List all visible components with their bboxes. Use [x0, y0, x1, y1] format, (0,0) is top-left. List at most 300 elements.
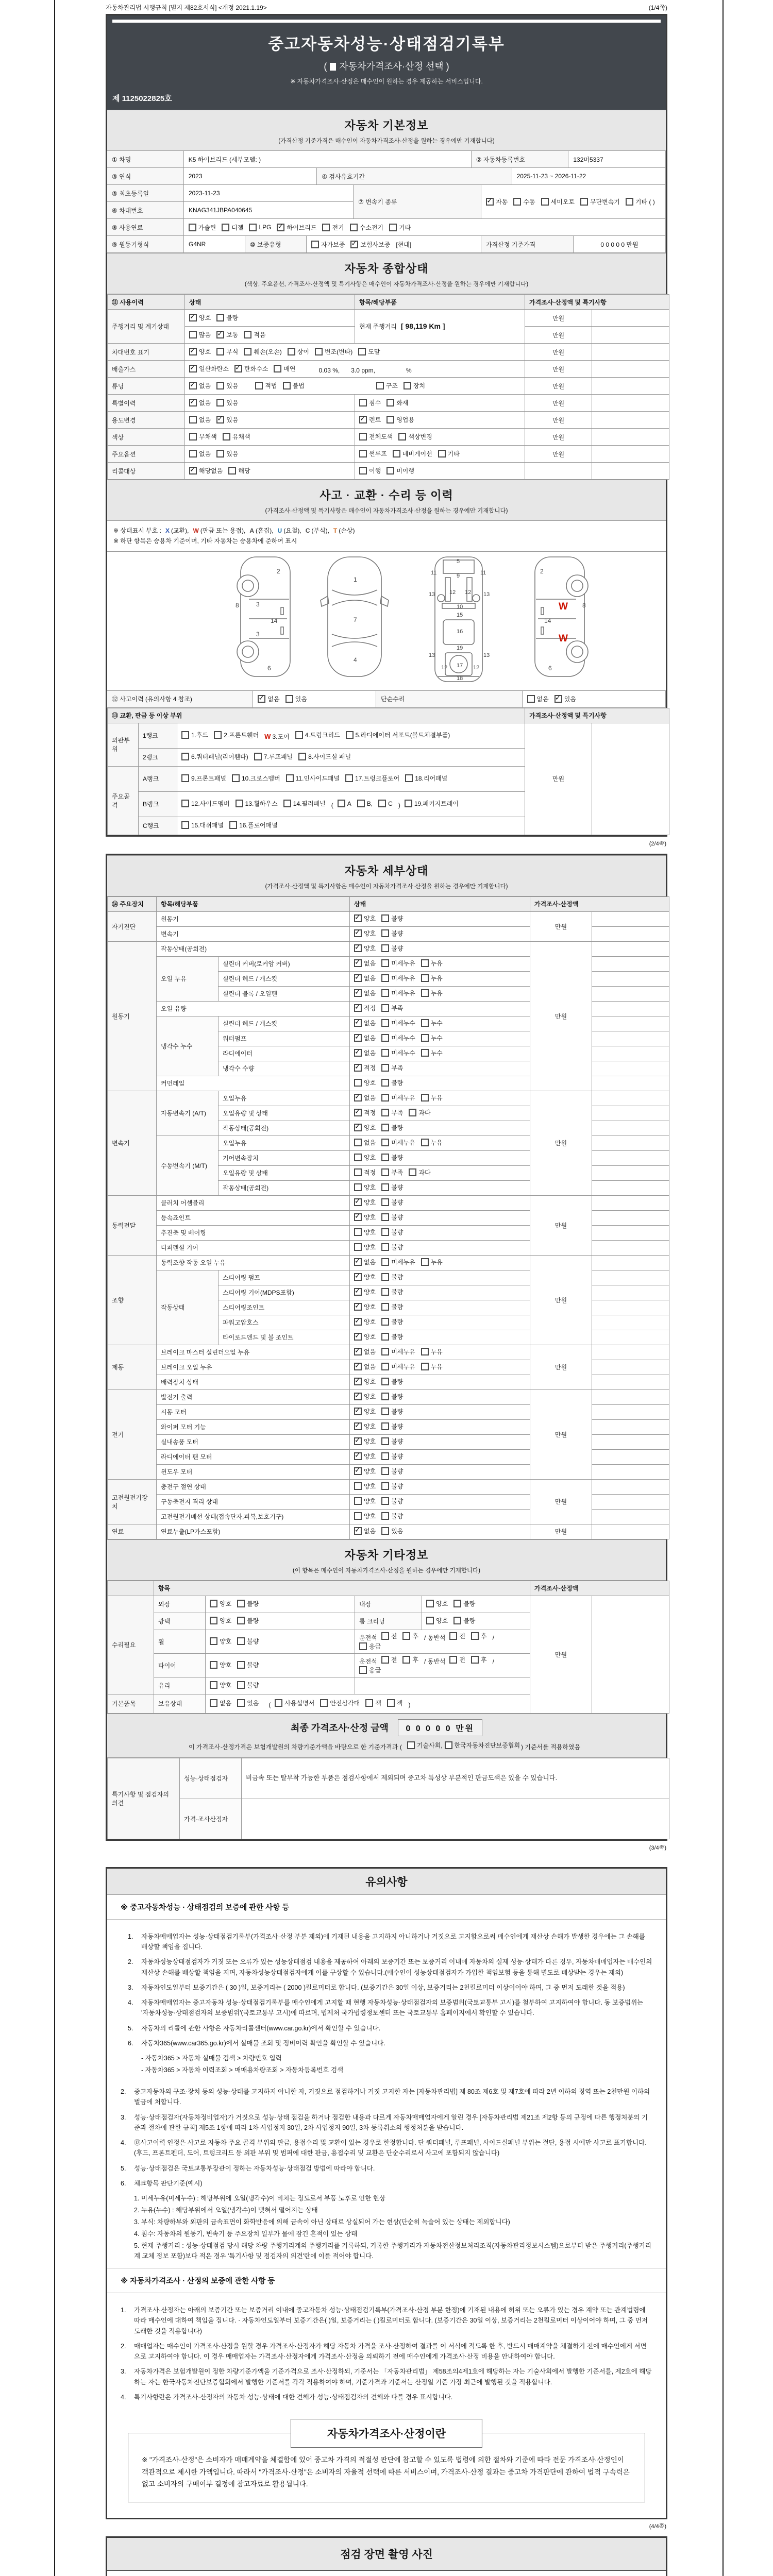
checkbox[interactable]	[354, 1139, 362, 1146]
checkbox[interactable]	[354, 1497, 362, 1505]
checkbox[interactable]	[354, 1437, 362, 1445]
checkbox[interactable]	[255, 382, 263, 389]
device-state	[350, 971, 530, 986]
checkbox[interactable]	[232, 774, 240, 782]
checkbox[interactable]	[393, 450, 400, 457]
checkbox-item	[189, 381, 211, 390]
checkbox-item	[386, 398, 408, 407]
checkbox[interactable]	[381, 1333, 389, 1341]
checkbox[interactable]	[237, 1661, 245, 1669]
checkbox[interactable]	[381, 1422, 389, 1430]
checkbox-label: 양호	[364, 1378, 376, 1386]
checkbox[interactable]	[381, 914, 389, 922]
notice-item	[128, 1997, 652, 2019]
checkbox-label: 양호	[364, 1423, 376, 1431]
checkbox[interactable]	[421, 959, 429, 967]
year-value: 2023	[183, 167, 317, 185]
checkbox[interactable]	[381, 1527, 389, 1535]
checkbox[interactable]	[453, 1600, 461, 1607]
checkbox-label: 불량	[391, 1408, 404, 1416]
checkbox[interactable]	[354, 944, 362, 952]
checkbox[interactable]	[359, 399, 367, 406]
checkbox[interactable]	[229, 821, 237, 829]
checkbox[interactable]	[381, 1019, 389, 1027]
checkbox[interactable]	[181, 753, 189, 760]
checkbox[interactable]	[438, 450, 446, 457]
checkbox[interactable]	[449, 1632, 457, 1640]
checkbox[interactable]	[626, 198, 633, 206]
checkbox[interactable]	[350, 241, 358, 248]
checkbox[interactable]	[216, 314, 224, 321]
checkbox-label: 양호	[220, 1600, 232, 1608]
checkbox[interactable]	[350, 224, 358, 231]
device-item: 윈도우 모터	[157, 1464, 350, 1479]
checkbox-item	[181, 774, 226, 783]
checkbox[interactable]	[181, 774, 189, 782]
checkbox[interactable]	[354, 914, 362, 922]
checkbox[interactable]	[354, 1183, 362, 1191]
checkbox[interactable]	[322, 224, 330, 231]
checkbox[interactable]	[421, 989, 429, 997]
checkbox[interactable]	[354, 1527, 362, 1535]
checkbox-label: 누유	[430, 1348, 443, 1356]
checkbox[interactable]	[381, 1348, 389, 1355]
checkbox-label: 불량	[391, 1154, 404, 1162]
checkbox[interactable]	[354, 1378, 362, 1385]
checkbox[interactable]	[421, 1019, 429, 1027]
checkbox-label: 미세누유	[391, 1348, 415, 1356]
checkbox[interactable]	[216, 382, 224, 389]
checkbox[interactable]	[445, 1741, 452, 1749]
checkbox-item	[283, 799, 326, 808]
checkbox[interactable]	[381, 1243, 389, 1251]
checkbox[interactable]	[354, 1348, 362, 1355]
checkbox[interactable]	[283, 800, 291, 807]
state-cell	[185, 412, 355, 429]
checkbox[interactable]	[298, 753, 306, 760]
checkbox[interactable]	[421, 1034, 429, 1042]
checkbox-item	[381, 1655, 397, 1664]
checkbox[interactable]	[210, 1699, 217, 1707]
checkbox-label: 양호	[364, 1453, 376, 1461]
checkbox-item	[189, 330, 211, 339]
checkbox[interactable]	[381, 1079, 389, 1087]
checkbox[interactable]	[354, 1512, 362, 1520]
checkbox[interactable]	[426, 1617, 434, 1624]
checkbox[interactable]	[378, 800, 386, 807]
checkbox[interactable]	[386, 467, 394, 474]
checkbox[interactable]	[381, 1049, 389, 1057]
checkbox-item	[234, 364, 268, 373]
checkbox[interactable]	[354, 1034, 362, 1042]
field-label-vin: ⑥ 차대번호	[107, 201, 184, 219]
checkbox[interactable]	[354, 1079, 362, 1087]
checkbox[interactable]	[381, 1437, 389, 1445]
rank-name: B랭크	[139, 791, 177, 817]
checkbox[interactable]	[381, 1656, 389, 1664]
checkbox[interactable]	[381, 1452, 389, 1460]
checkbox[interactable]	[426, 1600, 434, 1607]
checkbox-item	[365, 1699, 381, 1707]
etc-item-label: 휠	[154, 1630, 206, 1653]
checkbox[interactable]	[359, 416, 367, 423]
checkbox[interactable]	[381, 959, 389, 967]
checkbox[interactable]	[409, 1168, 416, 1176]
checkbox-item	[381, 944, 403, 953]
checkbox[interactable]	[210, 1661, 217, 1669]
checkbox[interactable]	[258, 695, 265, 703]
checkbox[interactable]	[359, 1666, 367, 1674]
checkbox[interactable]	[381, 1288, 389, 1296]
panel-number: 13	[429, 591, 435, 598]
checkbox-item	[381, 1019, 415, 1027]
checkbox-item	[421, 1362, 443, 1371]
checkbox-item	[354, 1392, 376, 1401]
checkbox[interactable]	[315, 348, 323, 355]
checkbox[interactable]	[214, 731, 222, 739]
checkbox[interactable]	[210, 1681, 217, 1689]
checkbox[interactable]	[381, 1497, 389, 1505]
checkbox[interactable]	[354, 1228, 362, 1236]
checkbox[interactable]	[354, 1064, 362, 1072]
checkbox[interactable]	[244, 331, 251, 338]
checkbox[interactable]	[354, 1393, 362, 1400]
checkbox[interactable]	[237, 1681, 245, 1689]
checkbox-label: 양호	[364, 1214, 376, 1222]
checkbox[interactable]	[354, 1258, 362, 1266]
checkbox[interactable]	[354, 1004, 362, 1012]
checkbox[interactable]	[354, 1154, 362, 1161]
checkbox[interactable]	[223, 433, 230, 440]
checkbox[interactable]	[216, 450, 224, 457]
checkbox-item	[354, 1302, 376, 1311]
checkbox-label: 있음	[226, 399, 239, 406]
checkbox[interactable]	[189, 399, 197, 406]
checkbox[interactable]	[449, 1656, 457, 1664]
checkbox[interactable]	[354, 1408, 362, 1415]
checkbox[interactable]	[381, 1378, 389, 1385]
checkbox-label: 10.크로스멤버	[241, 775, 280, 783]
etc-item-state	[206, 1596, 355, 1613]
price-cell: 만원	[530, 1479, 592, 1524]
checkbox[interactable]	[381, 1273, 389, 1281]
checkbox[interactable]	[421, 1094, 429, 1101]
checkbox[interactable]	[365, 1699, 373, 1707]
checkbox[interactable]	[471, 1656, 479, 1664]
checkbox[interactable]	[216, 348, 224, 355]
checkbox[interactable]	[354, 1318, 362, 1326]
checkbox[interactable]	[354, 1467, 362, 1475]
checkbox[interactable]	[421, 1049, 429, 1057]
checkbox[interactable]	[381, 1154, 389, 1161]
checkbox[interactable]	[541, 198, 549, 206]
checkbox[interactable]	[274, 365, 281, 372]
checkbox-label: 장치	[413, 382, 426, 389]
first-reg-value: 2023-11-23	[183, 184, 354, 202]
checkbox[interactable]	[381, 1124, 389, 1131]
checkbox[interactable]	[381, 1318, 389, 1326]
checkbox-label: 전	[391, 1656, 397, 1664]
checkbox[interactable]	[381, 1363, 389, 1370]
checkbox[interactable]	[421, 1139, 429, 1146]
checkbox-item	[381, 1258, 415, 1266]
checkbox[interactable]	[387, 1699, 395, 1707]
device-state	[350, 1270, 530, 1285]
checkbox[interactable]	[381, 1408, 389, 1415]
device-item: 와이퍼 모터 기능	[157, 1419, 350, 1434]
checkbox[interactable]	[376, 382, 384, 389]
checkbox[interactable]	[405, 800, 412, 807]
checkbox[interactable]	[189, 450, 197, 457]
checkbox[interactable]	[359, 467, 367, 474]
notices-title: 유의사항	[107, 1869, 666, 1895]
checkbox[interactable]	[381, 1139, 389, 1146]
checkbox-label: 잭	[396, 1700, 403, 1707]
checkbox-label: 1.후드	[191, 731, 209, 739]
checkbox[interactable]	[345, 774, 353, 782]
notice-number: 2.	[121, 2088, 126, 2096]
checkbox[interactable]	[210, 1617, 217, 1624]
checkbox[interactable]	[254, 753, 262, 760]
page-marker-4: (4/4쪽)	[649, 2523, 666, 2530]
inline-text: 3.0 ppm,	[351, 366, 375, 374]
checkbox[interactable]	[283, 382, 291, 389]
checkbox[interactable]	[189, 467, 197, 474]
checkbox[interactable]	[381, 1303, 389, 1311]
checkbox[interactable]	[381, 1213, 389, 1221]
checkbox[interactable]	[311, 241, 319, 248]
notice-item	[121, 2392, 652, 2402]
checkbox[interactable]	[381, 1258, 389, 1266]
checkbox[interactable]	[580, 198, 588, 206]
row-label: 색상	[108, 429, 185, 446]
checkbox[interactable]	[381, 1168, 389, 1176]
checkbox-item	[354, 1332, 376, 1341]
checkbox[interactable]	[354, 1452, 362, 1460]
checkbox[interactable]	[354, 1273, 362, 1281]
checkbox-label: 사용설명서	[284, 1700, 315, 1707]
checkbox[interactable]	[354, 1124, 362, 1131]
checkbox-label: 안전삼각대	[330, 1700, 360, 1707]
panel-number: 9	[457, 572, 460, 579]
checkbox-item	[381, 1183, 403, 1192]
checkbox-label: 없음	[364, 1035, 376, 1042]
checkbox[interactable]	[554, 695, 562, 703]
panel-number: 1	[354, 575, 357, 583]
checkbox[interactable]	[286, 774, 294, 782]
panel-number: 5	[457, 558, 460, 565]
checkbox[interactable]	[237, 1617, 245, 1624]
checkbox[interactable]	[381, 1482, 389, 1490]
checkbox[interactable]	[354, 974, 362, 982]
checkbox[interactable]	[381, 1004, 389, 1012]
checkbox[interactable]	[277, 224, 284, 231]
checkbox[interactable]	[181, 800, 189, 807]
checkbox[interactable]	[386, 416, 394, 423]
checkbox[interactable]	[354, 1303, 362, 1311]
checkbox[interactable]	[354, 959, 362, 967]
table-row	[108, 941, 669, 956]
device-item: 냉각수 수량	[219, 1061, 350, 1076]
checkbox[interactable]	[486, 198, 494, 206]
checkbox[interactable]	[354, 1094, 362, 1101]
checkbox[interactable]	[285, 695, 293, 703]
checkbox-item	[409, 1108, 430, 1117]
checkbox[interactable]	[189, 365, 197, 372]
checkbox[interactable]	[228, 467, 236, 474]
checkbox[interactable]	[189, 314, 197, 321]
rank-items	[177, 766, 525, 791]
col-blank	[108, 1581, 154, 1596]
checkbox-label: 불량	[391, 1423, 404, 1431]
checkbox[interactable]	[354, 1109, 362, 1116]
checkbox[interactable]	[402, 1656, 410, 1664]
checkbox[interactable]	[381, 1512, 389, 1520]
checkbox[interactable]	[381, 1228, 389, 1236]
checkbox[interactable]	[421, 1363, 429, 1370]
checkbox[interactable]	[189, 416, 197, 423]
etc-position-cell	[355, 1630, 530, 1653]
checkbox[interactable]	[216, 416, 224, 423]
checkbox[interactable]	[381, 1198, 389, 1206]
checkbox[interactable]	[354, 1213, 362, 1221]
checkbox[interactable]	[222, 224, 229, 231]
checkbox[interactable]	[244, 348, 251, 355]
checkbox[interactable]	[354, 1243, 362, 1251]
checkbox[interactable]	[189, 224, 196, 231]
checkbox[interactable]	[359, 433, 367, 440]
checkbox[interactable]	[354, 1333, 362, 1341]
device-item: 클러치 어셈블리	[157, 1195, 350, 1210]
col-price: 가격조사·산정액	[530, 896, 669, 911]
checkbox[interactable]	[402, 1632, 410, 1640]
checkbox[interactable]	[381, 1467, 389, 1475]
checkbox[interactable]	[381, 1064, 389, 1072]
checkbox[interactable]	[354, 1049, 362, 1057]
row-label: 차대번호 표기	[108, 344, 185, 361]
checkbox[interactable]	[381, 1632, 389, 1640]
checkbox[interactable]	[354, 929, 362, 937]
checkbox-label: 불량	[391, 1438, 404, 1446]
checkbox[interactable]	[381, 1034, 389, 1042]
vin-value: KNAG341JBPA040645	[183, 201, 354, 219]
notes-cell	[592, 446, 669, 463]
checkbox[interactable]	[236, 800, 243, 807]
rank-items	[177, 817, 525, 835]
checkbox-label: 양호	[364, 1438, 376, 1446]
checkbox[interactable]	[358, 348, 366, 355]
checkbox[interactable]	[381, 1393, 389, 1400]
col-major-device: ⑭ 주요장치	[108, 896, 157, 911]
checkbox[interactable]	[359, 450, 367, 457]
device-item: 스티어링 기어(MDPS포함)	[219, 1285, 350, 1300]
checkbox[interactable]	[527, 695, 535, 703]
checkbox[interactable]	[275, 1699, 282, 1707]
checkbox-item	[449, 1632, 465, 1640]
checkbox[interactable]	[357, 800, 365, 807]
checkbox[interactable]	[237, 1699, 245, 1707]
checkbox[interactable]	[381, 989, 389, 997]
checkbox[interactable]	[216, 331, 224, 338]
checkbox-label: 침수	[369, 399, 381, 406]
checkbox[interactable]	[471, 1632, 479, 1640]
checkbox[interactable]	[189, 382, 197, 389]
checkbox[interactable]	[381, 974, 389, 982]
checkbox-label: 전	[391, 1632, 397, 1640]
checkbox[interactable]	[407, 1741, 415, 1749]
checkbox[interactable]	[181, 821, 189, 829]
notes-cell	[592, 344, 669, 361]
checkbox[interactable]	[409, 1109, 416, 1116]
checkbox[interactable]	[381, 929, 389, 937]
checkbox[interactable]	[189, 331, 197, 338]
notes-cell	[592, 1270, 669, 1285]
checkbox[interactable]	[405, 774, 413, 782]
checkbox[interactable]	[421, 1258, 429, 1266]
checkbox[interactable]	[354, 1019, 362, 1027]
checkbox[interactable]	[320, 1699, 328, 1707]
checkbox[interactable]	[421, 974, 429, 982]
checkbox-item	[381, 1243, 403, 1251]
checkbox[interactable]	[189, 433, 197, 440]
checkbox[interactable]	[386, 399, 394, 406]
legend-desc: (판금 또는 용접),	[200, 527, 246, 534]
checkbox[interactable]	[453, 1617, 461, 1624]
device-group: 고전원전기장치	[108, 1479, 157, 1524]
checkbox[interactable]	[295, 731, 303, 739]
checkbox[interactable]	[381, 944, 389, 952]
checkbox[interactable]	[354, 1482, 362, 1490]
checkbox[interactable]	[359, 1642, 367, 1650]
checkbox[interactable]	[338, 800, 345, 807]
checkbox[interactable]	[288, 348, 295, 355]
checkbox[interactable]	[354, 1422, 362, 1430]
checkbox[interactable]	[404, 382, 411, 389]
checkbox-item	[541, 197, 575, 206]
checkbox[interactable]	[381, 1109, 389, 1116]
checkbox[interactable]	[234, 365, 242, 372]
checkbox[interactable]	[354, 989, 362, 997]
checkbox[interactable]	[216, 399, 224, 406]
checkbox[interactable]	[189, 348, 197, 355]
checkbox[interactable]	[210, 1600, 217, 1607]
checkbox[interactable]	[421, 1348, 429, 1355]
checkbox-label: 불량	[391, 915, 404, 923]
checkbox[interactable]	[354, 1168, 362, 1176]
checkbox-label: 불량	[391, 1393, 404, 1401]
checkbox-label: 불량	[463, 1617, 476, 1625]
checkbox[interactable]	[398, 433, 406, 440]
checkbox[interactable]	[181, 731, 189, 739]
checkbox-label: 미세누수	[391, 1020, 415, 1027]
checkbox[interactable]	[354, 1198, 362, 1206]
device-state	[350, 1195, 530, 1210]
checkbox[interactable]	[389, 224, 397, 231]
device-group: 변속기	[108, 1091, 157, 1195]
checkbox[interactable]	[513, 198, 521, 206]
checkbox[interactable]	[210, 1637, 217, 1645]
checkbox[interactable]	[381, 1094, 389, 1101]
checkbox[interactable]	[237, 1637, 245, 1645]
checkbox[interactable]	[237, 1600, 245, 1607]
checkbox-item	[359, 415, 381, 424]
checkbox[interactable]	[346, 731, 354, 739]
checkbox[interactable]	[381, 1183, 389, 1191]
checkbox[interactable]	[354, 1363, 362, 1370]
checkbox[interactable]	[249, 224, 257, 231]
checkbox[interactable]	[354, 1288, 362, 1296]
item-cell	[355, 463, 525, 480]
